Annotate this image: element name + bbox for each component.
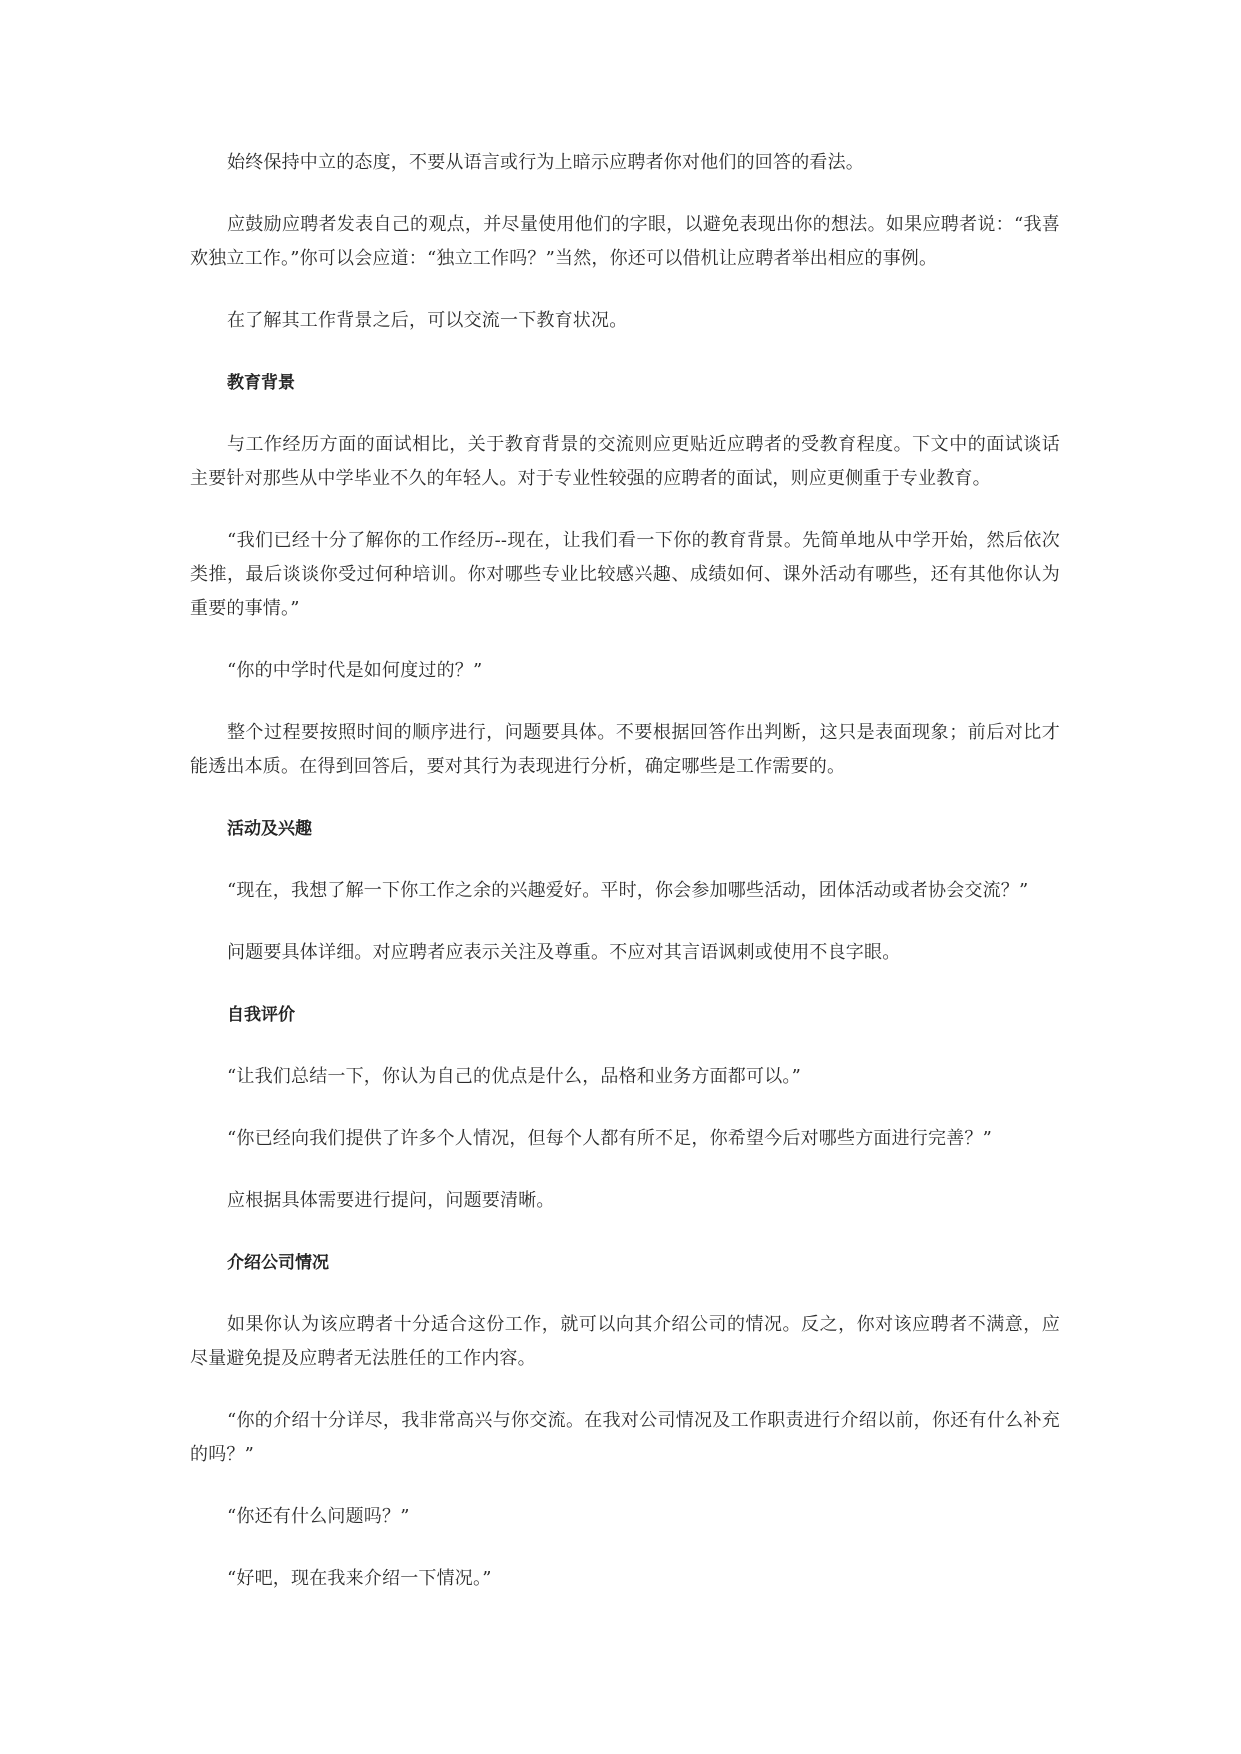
paragraph-any-questions-quote: “你还有什么问题吗？”: [227, 1506, 410, 1527]
paragraph-middle-school-quote: “你的中学时代是如何度过的？”: [227, 660, 483, 681]
paragraph-anything-to-add-quote: “你的介绍十分详尽，我非常高兴与你交流。在我对公司情况及工作职责进行介绍以前，你还有什么补充的吗？”: [190, 1410, 1060, 1465]
paragraph-neutral-attitude: 始终保持中立的态度，不要从语言或行为上暗示应聘者你对他们的回答的看法。: [227, 152, 864, 173]
paragraph-introduce-now-quote: “好吧，现在我来介绍一下情况。”: [227, 1568, 492, 1589]
heading-education-background: 教育背景: [227, 373, 295, 393]
paragraph-clear-questions: 应根据具体需要进行提问，问题要清晰。: [227, 1190, 555, 1211]
paragraph-hobbies-quote: “现在，我想了解一下你工作之余的兴趣爱好。平时，你会参加哪些活动，团体活动或者协会交流？”: [227, 880, 1029, 901]
paragraph-transition-education: 在了解其工作背景之后，可以交流一下教育状况。: [227, 310, 628, 331]
heading-activities-interests: 活动及兴趣: [227, 819, 312, 839]
paragraph-education-comparison: 与工作经历方面的面试相比，关于教育背景的交流则应更贴近应聘者的受教育程度。下文中的面试谈话主要针对那些从中学毕业不久的年轻人。对于专业性较强的应聘者的面试，则应更侧重于专业教育。: [190, 434, 1060, 489]
paragraph-improvement-quote: “你已经向我们提供了许多个人情况，但每个人都有所不足，你希望今后对哪些方面进行完善？”: [227, 1128, 992, 1149]
paragraph-introduce-company: 如果你认为该应聘者十分适合这份工作，就可以向其介绍公司的情况。反之，你对该应聘者不满意，应尽量避免提及应聘者无法胜任的工作内容。: [190, 1314, 1060, 1369]
heading-company-introduction: 介绍公司情况: [227, 1253, 329, 1273]
document-page: [190, 146, 1060, 1624]
heading-self-evaluation: 自我评价: [227, 1005, 295, 1025]
paragraph-specific-questions: 问题要具体详细。对应聘者应表示关注及尊重。不应对其言语讽刺或使用不良字眼。: [227, 942, 901, 963]
paragraph-encourage-views: 应鼓励应聘者发表自己的观点，并尽量使用他们的字眼，以避免表现出你的想法。如果应聘者说：“我喜欢独立工作。”你可以会应道：“独立工作吗？”当然，你还可以借机让应聘者举出相应的事例。: [190, 214, 1060, 269]
paragraph-strengths-quote: “让我们总结一下，你认为自己的优点是什么，品格和业务方面都可以。”: [227, 1066, 802, 1087]
paragraph-education-quote: “我们已经十分了解你的工作经历--现在，让我们看一下你的教育背景。先简单地从中学开始，然后依次类推，最后谈谈你受过何种培训。你对哪些专业比较感兴趣、成绩如何、课外活动有哪些，还有其他你认为重要的事情。”: [190, 530, 1060, 619]
paragraph-chronological-order: 整个过程要按照时间的顺序进行，问题要具体。不要根据回答作出判断，这只是表面现象；前后对比才能透出本质。在得到回答后，要对其行为表现进行分析，确定哪些是工作需要的。: [190, 722, 1060, 777]
